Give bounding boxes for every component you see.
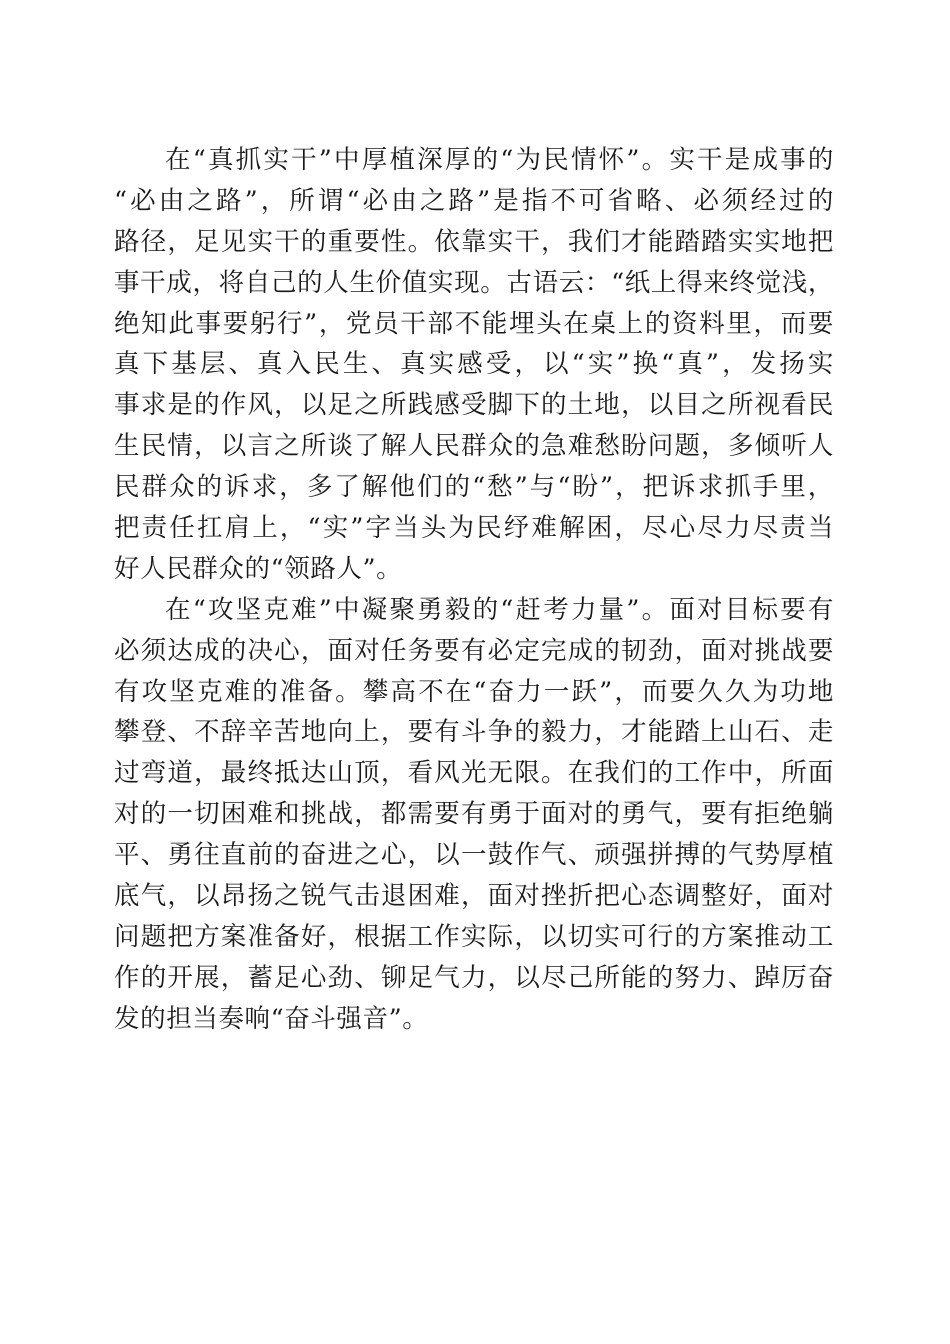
paragraph-1-line-9: 民群众的诉求，多了解他们的“愁”与“盼”，把诉求抓手里， xyxy=(114,472,834,503)
paragraph-2-line-2: 必须达成的决心，面对任务要有必定完成的韧劲，面对挑战要 xyxy=(114,635,834,666)
paragraph-2-line-5: 过弯道，最终抵达山顶，看风光无限。在我们的工作中，所面 xyxy=(114,758,834,789)
paragraph-2-line-9: 问题把方案准备好，根据工作实际，以切实可行的方案推动工 xyxy=(114,921,834,952)
paragraph-2-line-3: 有攻坚克难的准备。攀高不在“奋力一跃”，而要久久为功地 xyxy=(114,676,834,707)
paragraph-1-line-1: 在“真抓实干”中厚植深厚的“为民情怀”。实干是成事的 xyxy=(165,145,834,175)
paragraph-1-line-4: 事干成，将自己的人生价值实现。古语云：“纸上得来终觉浅， xyxy=(114,267,834,298)
paragraph-1-line-5: 绝知此事要躬行”，党员干部不能埋头在桌上的资料里，而要 xyxy=(114,308,834,339)
paragraph-2-line-1: 在“攻坚克难”中凝聚勇毅的“赶考力量”。面对目标要有 xyxy=(165,594,834,625)
paragraph-2-line-8: 底气，以昂扬之锐气击退困难，面对挫折把心态调整好，面对 xyxy=(114,881,834,912)
paragraph-2-line-4: 攀登、不辞辛苦地向上，要有斗争的毅力，才能踏上山石、走 xyxy=(114,717,834,748)
paragraph-1-line-8: 生民情，以言之所谈了解人民群众的急难愁盼问题，多倾听人 xyxy=(114,431,834,462)
body-text xyxy=(114,140,834,1040)
paragraph-1-line-2: “必由之路”，所谓“必由之路”是指不可省略、必须经过的 xyxy=(114,185,834,216)
paragraph-1-line-11: 好人民群众的“领路人”。 xyxy=(114,553,403,584)
paragraph-1-line-10: 把责任扛肩上，“实”字当头为民纾难解困，尽心尽力尽责当 xyxy=(114,513,834,544)
paragraph-1-line-3: 路径，足见实干的重要性。依靠实干，我们才能踏踏实实地把 xyxy=(114,226,834,257)
paragraph-2-line-10: 作的开展，蓄足心劲、铆足气力，以尽己所能的努力、踔厉奋 xyxy=(114,962,834,993)
paragraph-2-line-11: 发的担当奏响“奋斗强音”。 xyxy=(114,1003,429,1034)
paragraph-2-line-6: 对的一切困难和挑战，都需要有勇于面对的勇气，要有拒绝躺 xyxy=(114,799,834,830)
paragraph-2-line-7: 平、勇往直前的奋进之心，以一鼓作气、顽强拼搏的气势厚植 xyxy=(114,840,834,871)
paragraph-1-line-6: 真下基层、真入民生、真实感受，以“实”换“真”，发扬实 xyxy=(114,349,834,380)
paragraph-1-line-7: 事求是的作风，以足之所践感受脚下的土地，以目之所视看民 xyxy=(114,390,834,421)
